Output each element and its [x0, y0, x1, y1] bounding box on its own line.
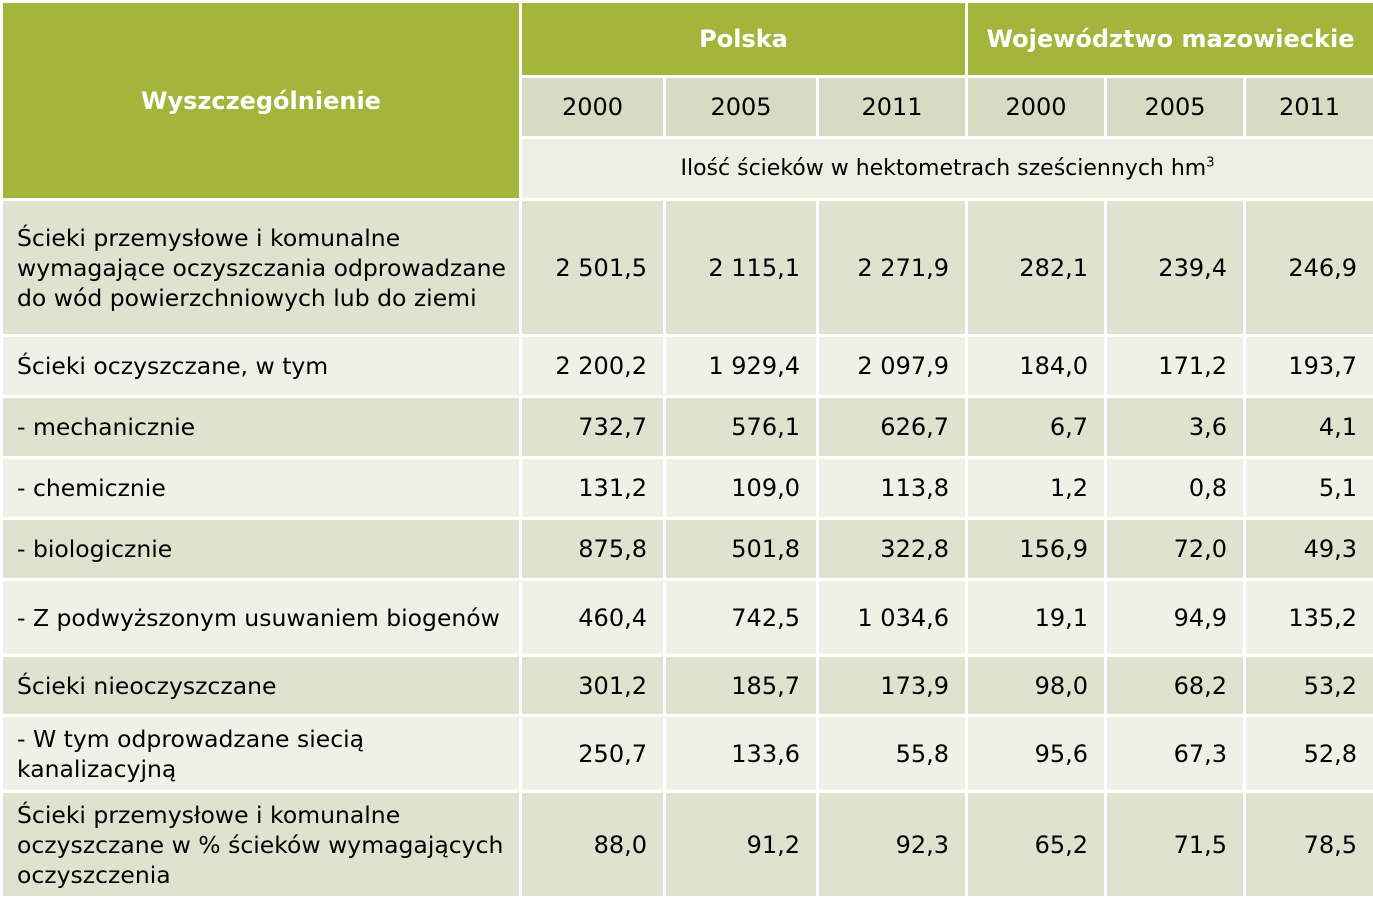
- cell-value: 0,8: [1106, 458, 1245, 519]
- cell-value: 2 501,5: [521, 200, 665, 336]
- table-row: [2, 580, 1373, 656]
- cell-value: 239,4: [1106, 200, 1245, 336]
- table-row: [2, 519, 1373, 580]
- cell-value: 3,6: [1106, 397, 1245, 458]
- row-label: - mechanicznie: [2, 397, 521, 458]
- cell-value: 52,8: [1245, 716, 1373, 792]
- cell-value: 2 271,9: [818, 200, 967, 336]
- cell-value: 72,0: [1106, 519, 1245, 580]
- cell-value: 71,5: [1106, 792, 1245, 898]
- cell-value: 246,9: [1245, 200, 1373, 336]
- group-header-polska: Polska: [521, 2, 967, 77]
- cell-value: 91,2: [665, 792, 818, 898]
- cell-value: 92,3: [818, 792, 967, 898]
- cell-value: 2 097,9: [818, 336, 967, 397]
- cell-value: 185,7: [665, 656, 818, 716]
- row-label: - chemicznie: [2, 458, 521, 519]
- cell-value: 131,2: [521, 458, 665, 519]
- cell-value: 4,1: [1245, 397, 1373, 458]
- table-row: [2, 336, 1373, 397]
- cell-value: 193,7: [1245, 336, 1373, 397]
- cell-value: 301,2: [521, 656, 665, 716]
- row-label: Ścieki nieoczyszczane: [2, 656, 521, 716]
- row-label: Ścieki przemysłowe i komunalne wymagające oczyszczania odprowadzane do wód powierzchniowych lub do ziemi: [2, 200, 521, 336]
- cell-value: 68,2: [1106, 656, 1245, 716]
- cell-value: 173,9: [818, 656, 967, 716]
- cell-value: 2 115,1: [665, 200, 818, 336]
- cell-value: 98,0: [967, 656, 1106, 716]
- cell-value: 65,2: [967, 792, 1106, 898]
- cell-value: 53,2: [1245, 656, 1373, 716]
- cell-value: 88,0: [521, 792, 665, 898]
- row-label: - Z podwyższonym usuwaniem biogenów: [2, 580, 521, 656]
- unit-superscript: 3: [1206, 155, 1215, 171]
- table-row: [2, 792, 1373, 898]
- group-header-mazowieckie: Województwo mazowieckie: [967, 2, 1373, 77]
- cell-value: 626,7: [818, 397, 967, 458]
- cell-value: 184,0: [967, 336, 1106, 397]
- cell-value: 460,4: [521, 580, 665, 656]
- cell-value: 1 034,6: [818, 580, 967, 656]
- year-header: 2011: [1245, 77, 1373, 138]
- row-label: Ścieki oczyszczane, w tym: [2, 336, 521, 397]
- cell-value: 282,1: [967, 200, 1106, 336]
- cell-value: 501,8: [665, 519, 818, 580]
- row-label: Ścieki przemysłowe i komunalne oczyszczane w % ścieków wymagających oczyszczenia: [2, 792, 521, 898]
- cell-value: 67,3: [1106, 716, 1245, 792]
- label-column-header: Wyszczególnienie: [2, 2, 521, 200]
- table-row: [2, 656, 1373, 716]
- cell-value: 156,9: [967, 519, 1106, 580]
- cell-value: 171,2: [1106, 336, 1245, 397]
- cell-value: 109,0: [665, 458, 818, 519]
- unit-text: Ilość ścieków w hektometrach sześciennych hm: [680, 156, 1207, 181]
- table-row: [2, 458, 1373, 519]
- header-row-groups: [2, 2, 1373, 77]
- cell-value: 732,7: [521, 397, 665, 458]
- cell-value: 1 929,4: [665, 336, 818, 397]
- cell-value: 6,7: [967, 397, 1106, 458]
- cell-value: 5,1: [1245, 458, 1373, 519]
- year-header: 2005: [1106, 77, 1245, 138]
- row-label: - W tym odprowadzane siecią kanalizacyjną: [2, 716, 521, 792]
- cell-value: 19,1: [967, 580, 1106, 656]
- cell-value: 78,5: [1245, 792, 1373, 898]
- cell-value: 1,2: [967, 458, 1106, 519]
- cell-value: 875,8: [521, 519, 665, 580]
- cell-value: 55,8: [818, 716, 967, 792]
- cell-value: 94,9: [1106, 580, 1245, 656]
- cell-value: 322,8: [818, 519, 967, 580]
- cell-value: 133,6: [665, 716, 818, 792]
- cell-value: 2 200,2: [521, 336, 665, 397]
- row-label: - biologicznie: [2, 519, 521, 580]
- cell-value: 113,8: [818, 458, 967, 519]
- year-header: 2011: [818, 77, 967, 138]
- cell-value: 95,6: [967, 716, 1106, 792]
- cell-value: 135,2: [1245, 580, 1373, 656]
- cell-value: 576,1: [665, 397, 818, 458]
- cell-value: 742,5: [665, 580, 818, 656]
- table-row: [2, 716, 1373, 792]
- unit-caption: [521, 138, 1373, 200]
- table-row: [2, 397, 1373, 458]
- year-header: 2000: [967, 77, 1106, 138]
- cell-value: 49,3: [1245, 519, 1373, 580]
- table-row: [2, 200, 1373, 336]
- year-header: 2000: [521, 77, 665, 138]
- cell-value: 250,7: [521, 716, 665, 792]
- year-header: 2005: [665, 77, 818, 138]
